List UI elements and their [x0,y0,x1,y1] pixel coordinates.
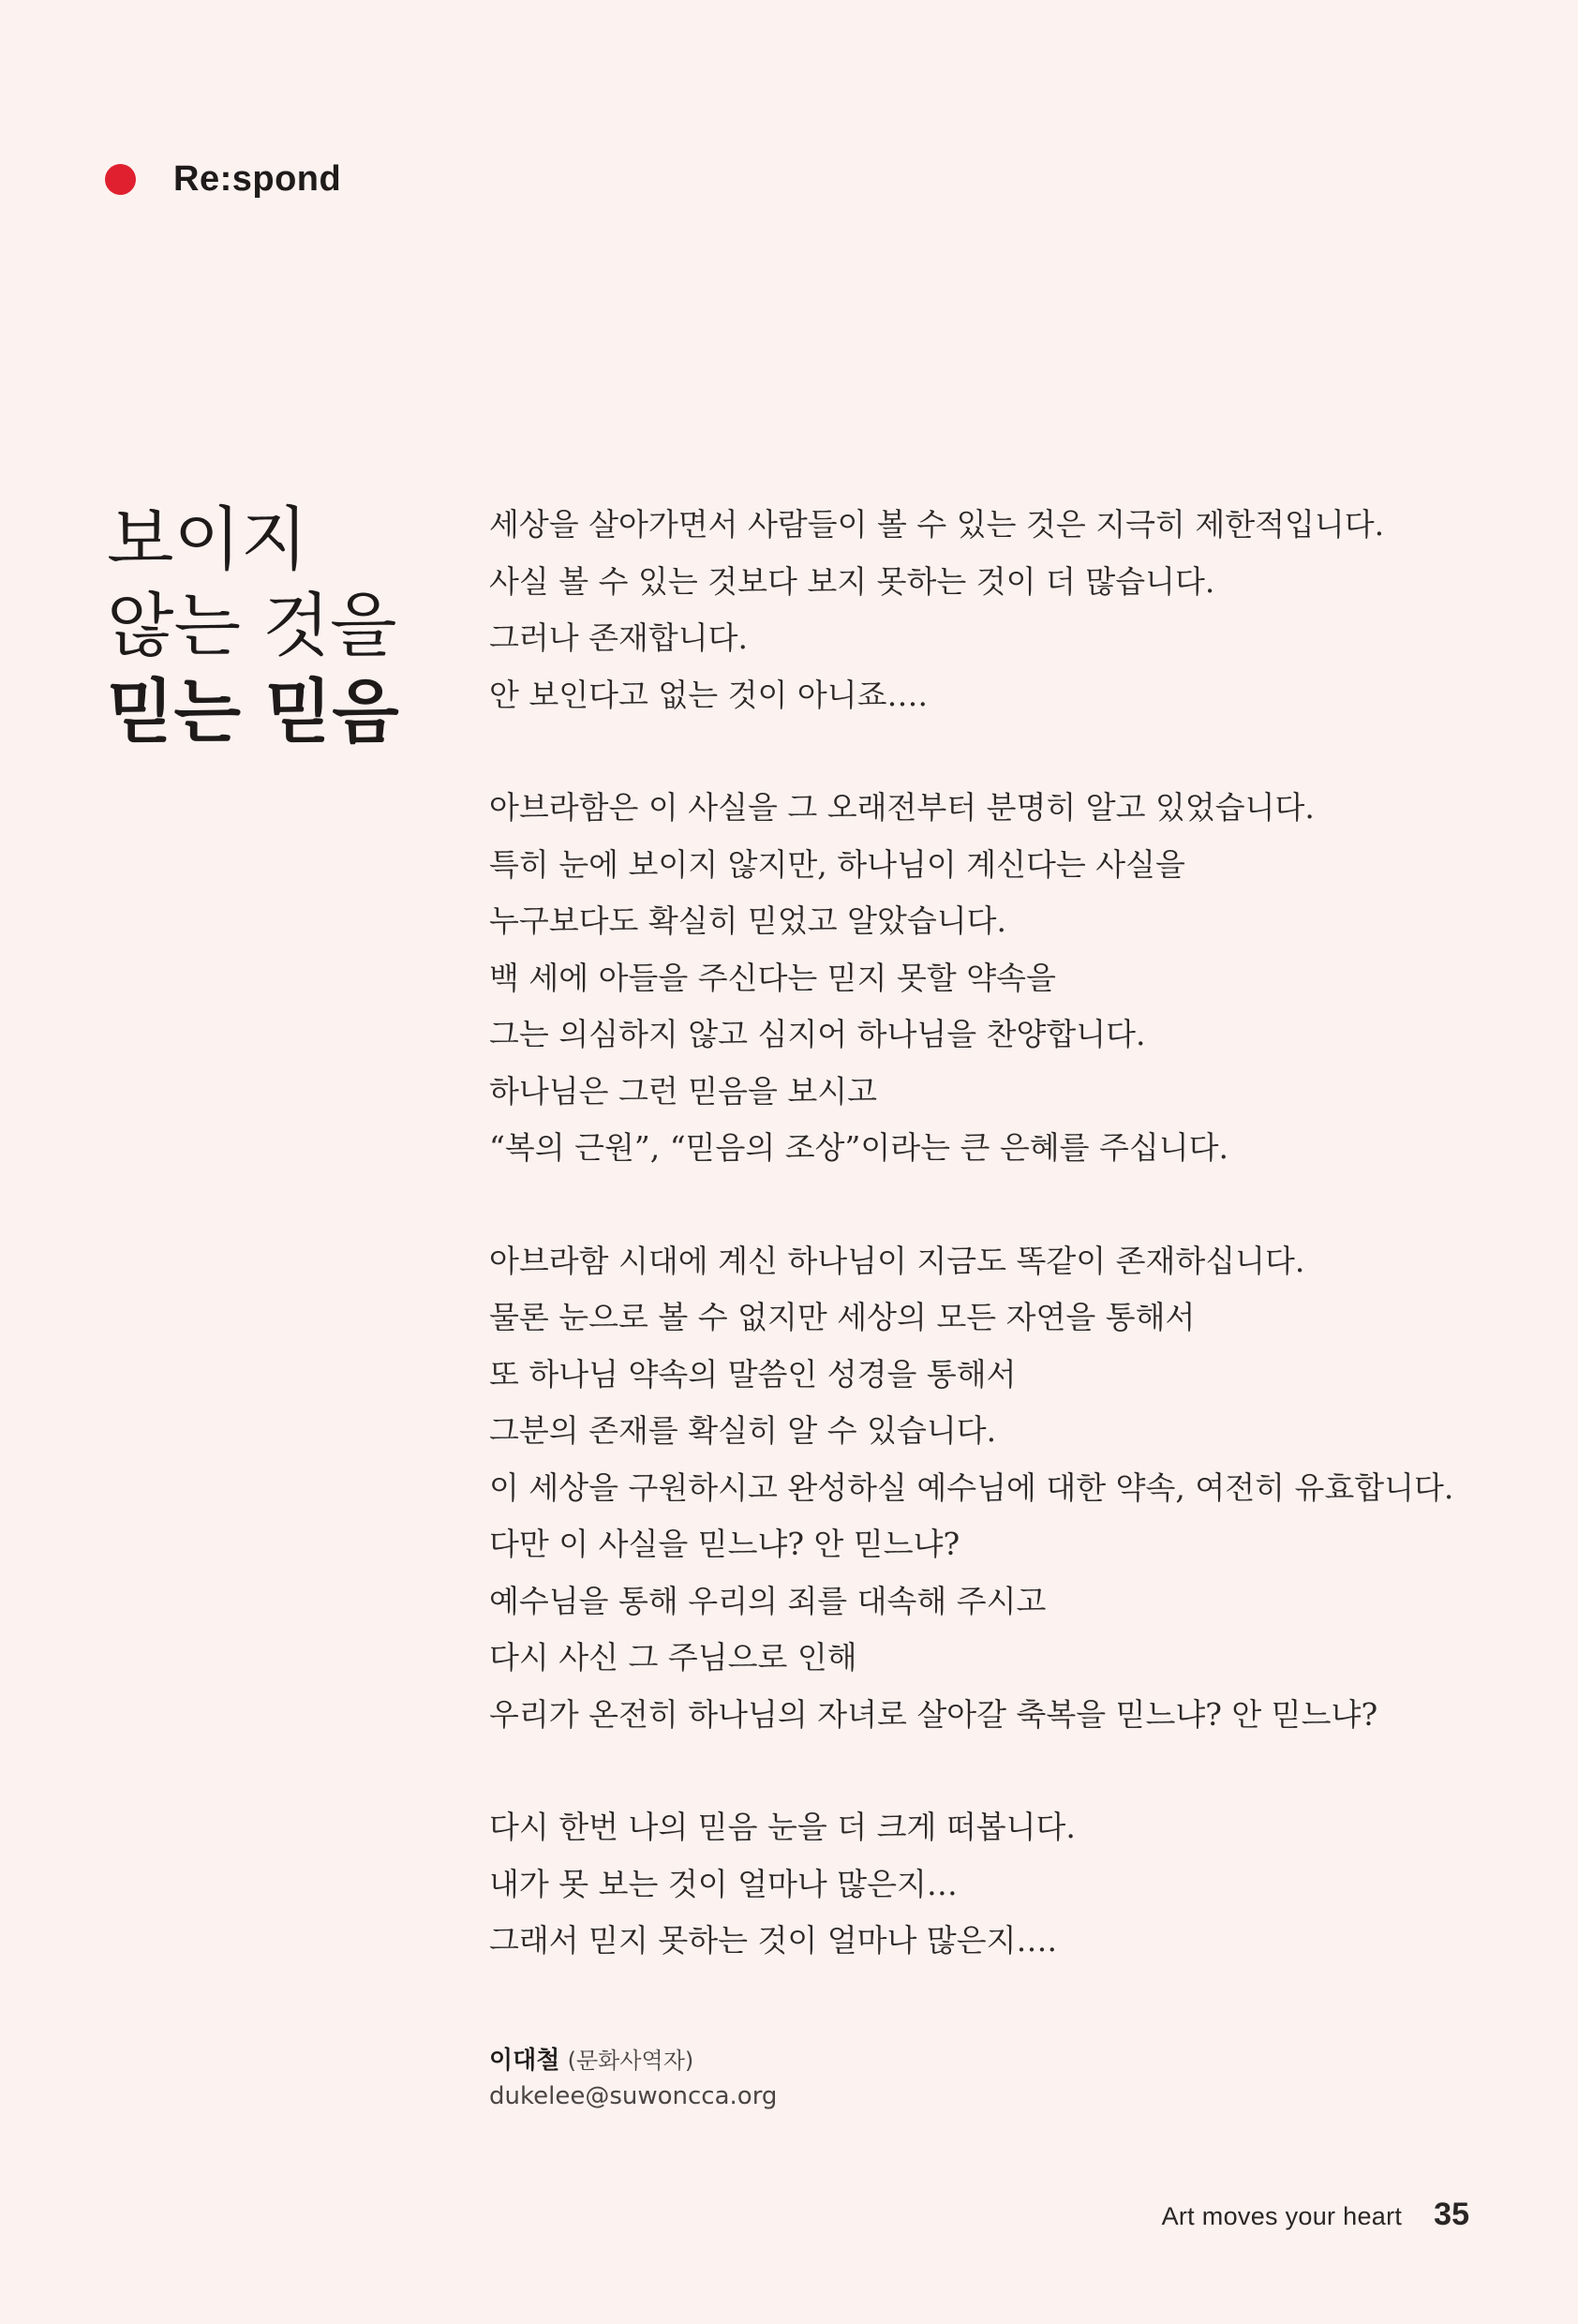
author-credit [489,2043,777,2114]
page-footer [1162,2197,1469,2233]
body-line: 다만 이 사실을 믿느냐? 안 믿느냐? [489,1526,960,1562]
body-line: 백 세에 아들을 주신다는 믿지 못할 약속을 [489,959,1056,996]
page-number: 35 [1434,2197,1469,2232]
section-tag [105,159,341,200]
body-line: 안 보인다고 없는 것이 아니죠…. [489,676,928,713]
body-line: 또 하나님 약속의 말씀인 성경을 통해서 [489,1355,1017,1393]
body-line: 아브라함 시대에 계신 하나님이 지금도 똑같이 존재하십니다. [489,1242,1305,1279]
article-body [489,497,1520,1970]
body-line: 이 세상을 구원하시고 완성하실 예수님에 대한 약속, 여전히 유효합니다. [489,1468,1454,1506]
body-line: 사실 볼 수 있는 것보다 보지 못하는 것이 더 많습니다. [489,562,1215,600]
paragraph-2 [489,780,1520,1177]
body-line: 예수님을 통해 우리의 죄를 대속해 주시고 [489,1582,1047,1619]
body-line: 누구보다도 확실히 믿었고 알았습니다. [489,902,1007,939]
paragraph-4 [489,1799,1520,1970]
body-line: 그는 의심하지 않고 심지어 하나님을 찬양합니다. [489,1016,1146,1052]
author-email: dukelee@suwoncca.org [489,2082,778,2110]
body-line: 그분의 존재를 확실히 알 수 있습니다. [489,1412,997,1449]
author-role: (문화사역자) [567,2048,694,2074]
body-line: 특히 눈에 보이지 않지만, 하나님이 계신다는 사실을 [489,845,1185,883]
body-line: 그래서 믿지 못하는 것이 얼마나 많은지…. [489,1922,1057,1959]
body-line: 내가 못 보는 것이 얼마나 많은지… [489,1865,958,1902]
author-name: 이대철 [489,2047,560,2075]
body-line: 다시 사신 그 주님으로 인해 [489,1639,857,1676]
paragraph-1 [489,497,1520,723]
body-line: 다시 한번 나의 믿음 눈을 더 크게 떠봅니다. [489,1809,1076,1845]
footer-tagline: Art moves your heart [1161,2202,1403,2230]
body-line: “복의 근원”, “믿음의 조상”이라는 큰 은혜를 주십니다. [489,1129,1228,1166]
author-byline [489,2043,777,2078]
title-line-1: 보이지 [107,499,308,580]
body-line: 그러나 존재합니다. [489,619,749,656]
title-line-3: 믿는 믿음 [107,672,399,752]
body-line: 하나님은 그런 믿음을 보시고 [489,1072,878,1110]
body-line: 세상을 살아가면서 사람들이 볼 수 있는 것은 지극히 제한적입니다. [489,506,1385,543]
article-title [107,497,444,755]
body-line: 아브라함은 이 사실을 그 오래전부터 분명히 알고 있었습니다. [489,789,1315,826]
section-label: Re:spond [173,159,342,199]
body-line: 물론 눈으로 볼 수 없지만 세상의 모든 자연을 통해서 [489,1299,1196,1335]
body-line: 우리가 온전히 하나님의 자녀로 살아갈 축복을 믿느냐? 안 믿느냐? [489,1695,1378,1733]
paragraph-3 [489,1233,1520,1744]
title-line-2: 않는 것을 [107,586,397,666]
section-dot-icon [105,164,136,195]
